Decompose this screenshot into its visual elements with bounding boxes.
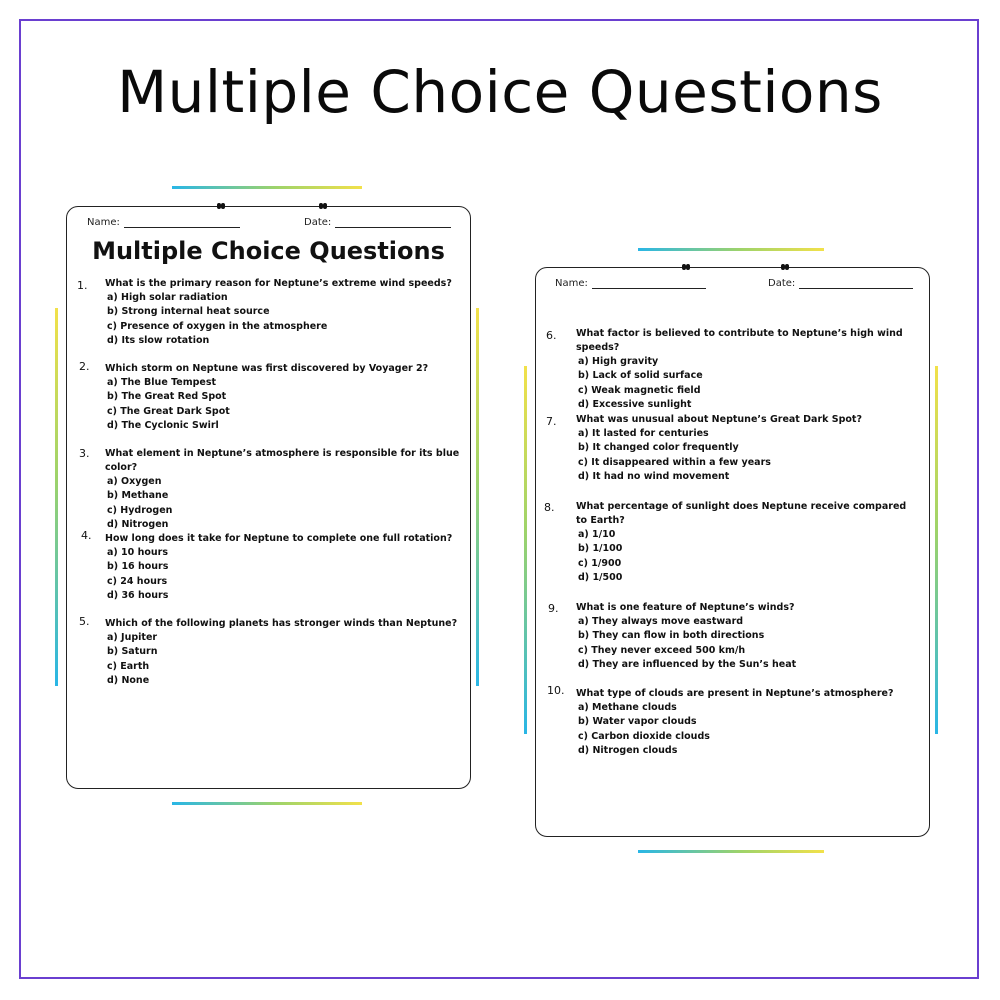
answer-option: a) They always move eastward xyxy=(578,616,744,627)
answer-option: c) It disappeared within a few years xyxy=(578,456,771,468)
answer-option: b) 16 hours xyxy=(107,561,169,573)
answer-option: b) Lack of solid surface xyxy=(578,370,703,382)
date-field xyxy=(768,278,913,289)
answer-option: d) They are influenced by the Sun’s heat xyxy=(578,659,797,671)
answer-option: d) Excessive sunlight xyxy=(578,399,692,411)
answer-option: d) The Cyclonic Swirl xyxy=(107,420,219,432)
binder-ring xyxy=(319,203,327,209)
question-text: What percentage of sunlight does Neptune receive compared to Earth? xyxy=(576,501,907,526)
question-10 xyxy=(547,684,926,759)
answer-option: d) 36 hours xyxy=(107,590,169,602)
question-number: 3. xyxy=(79,447,90,460)
answer-option: c) Hydrogen xyxy=(107,504,173,516)
question-8 xyxy=(544,500,916,586)
binder-ring xyxy=(217,203,225,209)
answer-option: b) 1/100 xyxy=(578,543,623,555)
binder-ring xyxy=(682,264,690,270)
answer-option: b) It changed color frequently xyxy=(578,442,739,454)
answer-option: a) 10 hours xyxy=(107,547,168,558)
answer-option: a) High gravity xyxy=(578,356,659,367)
question-3 xyxy=(79,447,467,533)
question-number: 10. xyxy=(547,684,565,697)
date-field xyxy=(304,217,451,228)
answer-option: b) They can flow in both directions xyxy=(578,630,765,642)
answer-option: d) It had no wind movement xyxy=(578,471,730,483)
question-number: 7. xyxy=(546,415,557,428)
answer-option: c) They never exceed 500 km/h xyxy=(578,644,746,656)
answer-option: b) The Great Red Spot xyxy=(107,391,227,403)
decor-line-left-outer xyxy=(55,308,58,686)
decor-line-left-inner xyxy=(476,308,479,686)
question-text: Which of the following planets has stronger winds than Neptune? xyxy=(105,618,458,629)
decor-line-top-left xyxy=(172,186,362,189)
answer-option: a) It lasted for centuries xyxy=(578,428,709,439)
decor-line-bottom-left xyxy=(172,802,362,805)
question-number: 6. xyxy=(546,329,557,342)
answer-option: c) Earth xyxy=(107,660,150,672)
answer-option: c) 1/900 xyxy=(578,557,622,569)
answer-option: a) 1/10 xyxy=(578,529,616,540)
answer-option: b) Saturn xyxy=(107,646,158,658)
date-label: Date: xyxy=(768,278,796,289)
question-text: What is the primary reason for Neptune’s extreme wind speeds? xyxy=(105,278,452,289)
answer-option: a) Oxygen xyxy=(107,476,162,487)
answer-option: a) Jupiter xyxy=(107,632,158,643)
decor-line-right-inner xyxy=(935,366,938,734)
question-text: Which storm on Neptune was first discovered by Voyager 2? xyxy=(105,363,429,374)
decor-line-right-outer xyxy=(524,366,527,734)
name-label: Name: xyxy=(555,278,588,289)
answer-option: d) Nitrogen xyxy=(107,519,169,531)
name-field xyxy=(87,217,240,228)
decor-line-bottom-right xyxy=(638,850,824,853)
page-title: Multiple Choice Questions xyxy=(117,58,883,126)
answer-option: b) Methane xyxy=(107,490,169,502)
answer-option: c) Carbon dioxide clouds xyxy=(578,730,710,742)
answer-option: c) Presence of oxygen in the atmosphere xyxy=(107,320,328,332)
question-2 xyxy=(79,360,465,434)
question-number: 1. xyxy=(77,279,88,292)
name-field xyxy=(555,278,706,289)
question-number: 4. xyxy=(81,529,92,542)
name-label: Name: xyxy=(87,217,120,228)
worksheet-title: Multiple Choice Questions xyxy=(92,237,445,265)
question-text: What element in Neptune’s atmosphere is responsible for its blue color? xyxy=(105,448,460,473)
answer-option: c) The Great Dark Spot xyxy=(107,405,230,417)
question-4 xyxy=(81,529,465,604)
question-text: How long does it take for Neptune to complete one full rotation? xyxy=(105,533,453,544)
binder-ring xyxy=(781,264,789,270)
question-9 xyxy=(548,601,926,673)
question-text: What type of clouds are present in Neptune’s atmosphere? xyxy=(576,688,894,699)
worksheet-page-2 xyxy=(535,267,930,837)
question-number: 5. xyxy=(79,615,90,628)
answer-option: b) Water vapor clouds xyxy=(578,716,697,728)
question-7 xyxy=(546,413,926,485)
answer-option: d) Nitrogen clouds xyxy=(578,745,678,757)
answer-option: c) 24 hours xyxy=(107,575,168,587)
worksheet-page-1 xyxy=(66,206,471,789)
date-label: Date: xyxy=(304,217,332,228)
decor-line-top-right xyxy=(638,248,824,251)
answer-option: d) Its slow rotation xyxy=(107,335,210,347)
question-text: What factor is believed to contribute to Neptune’s high wind speeds? xyxy=(576,328,903,353)
question-number: 2. xyxy=(79,360,90,373)
answer-option: d) None xyxy=(107,675,150,687)
answer-option: c) Weak magnetic field xyxy=(578,384,701,396)
answer-option: a) Methane clouds xyxy=(578,702,677,713)
question-1 xyxy=(77,277,465,349)
answer-option: b) Strong internal heat source xyxy=(107,306,270,318)
question-text: What was unusual about Neptune’s Great Dark Spot? xyxy=(576,414,862,425)
answer-option: a) High solar radiation xyxy=(107,292,228,303)
question-number: 8. xyxy=(544,501,555,514)
question-6 xyxy=(546,327,926,413)
question-number: 9. xyxy=(548,602,559,615)
question-text: What is one feature of Neptune’s winds? xyxy=(576,602,795,613)
answer-option: a) The Blue Tempest xyxy=(107,377,217,388)
answer-option: d) 1/500 xyxy=(578,572,623,584)
question-5 xyxy=(79,615,465,689)
